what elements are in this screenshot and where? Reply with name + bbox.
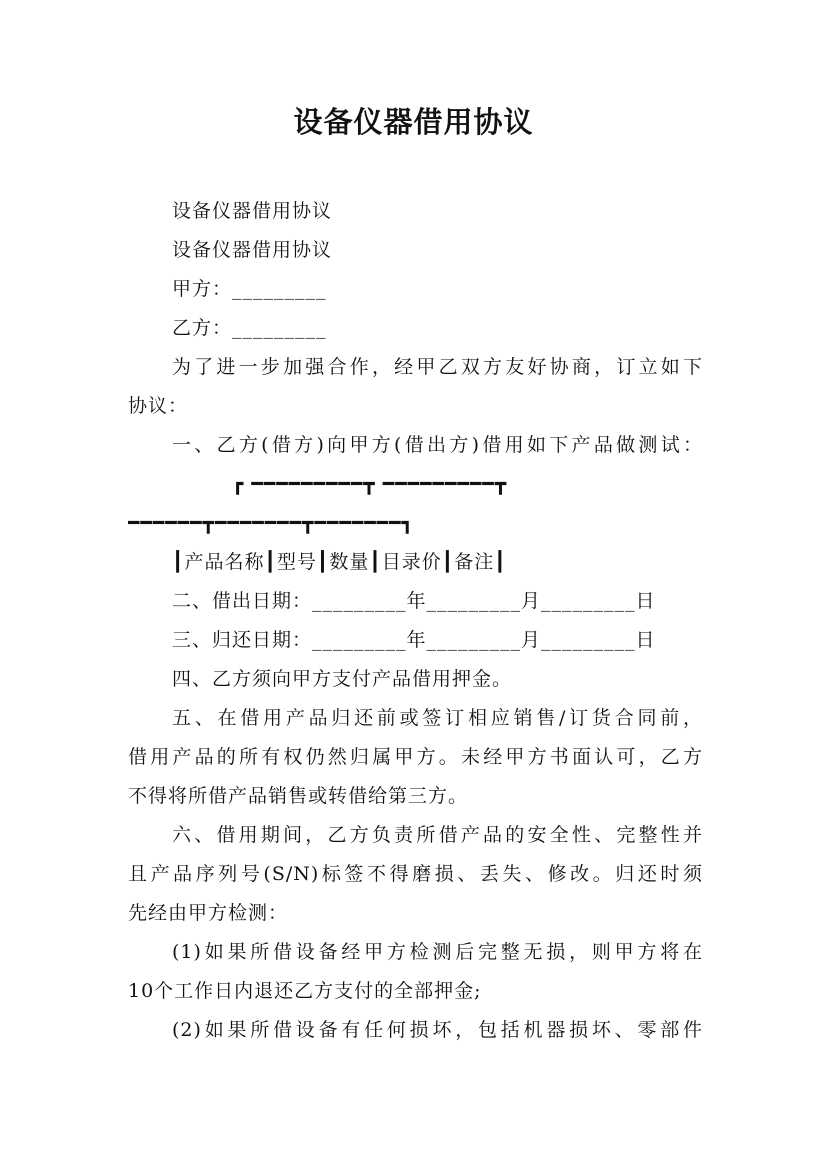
clause-4-line: 四、乙方须向甲方支付产品借用押金。 [172,668,513,690]
clause-1-line: 一、乙方(借方)向甲方(借出方)借用如下产品做测试： [172,434,703,456]
clause-5-line-2: 借用产品的所有权仍然归属甲方。未经甲方书面认可，乙方 [128,746,703,768]
item-1-line-2: 10个工作日内退还乙方支付的全部押金; [128,980,482,1002]
doc-line-subtitle-2: 设备仪器借用协议 [172,239,333,261]
doc-line-subtitle-1: 设备仪器借用协议 [172,200,333,222]
item-2-line-1: (2)如果所借设备有任何损坏，包括机器损坏、零部件 [172,1019,703,1041]
clause-3-return-date: 三、归还日期：_________年_________月_________日 [172,629,656,651]
clause-6-line-2: 且产品序列号(S/N)标签不得磨损、丢失、修改。归还时须 [128,863,703,885]
preamble-line-1: 为了进一步加强合作，经甲乙双方友好协商，订立如下 [172,356,703,378]
table-header-row: ┃产品名称┃型号┃数量┃目录价┃备注┃ [172,551,507,573]
document-title: 设备仪器借用协议 [293,105,534,139]
clause-5-line-3: 不得将所借产品销售或转借给第三方。 [128,785,469,807]
preamble-line-2: 协议： [128,395,189,417]
party-a-line: 甲方：_________ [172,278,327,300]
clause-2-lend-date: 二、借出日期：_________年_________月_________日 [172,590,656,612]
table-border-middle: ━━━━━━┳━━━━━━━┳━━━━━━━┓ [128,512,415,534]
clause-6-line-3: 先经由甲方检测： [128,902,289,924]
item-1-line-1: (1)如果所借设备经甲方检测后完整无损，则甲方将在 [172,941,703,963]
table-border-top: ┏ ━━━━━━━━━┳ ━━━━━━━━━┳ [232,473,508,495]
party-b-line: 乙方：_________ [172,317,327,339]
clause-6-line-1: 六、借用期间，乙方负责所借产品的安全性、完整性并 [172,824,703,846]
clause-5-line-1: 五、在借用产品归还前或签订相应销售/订货合同前， [172,707,703,729]
